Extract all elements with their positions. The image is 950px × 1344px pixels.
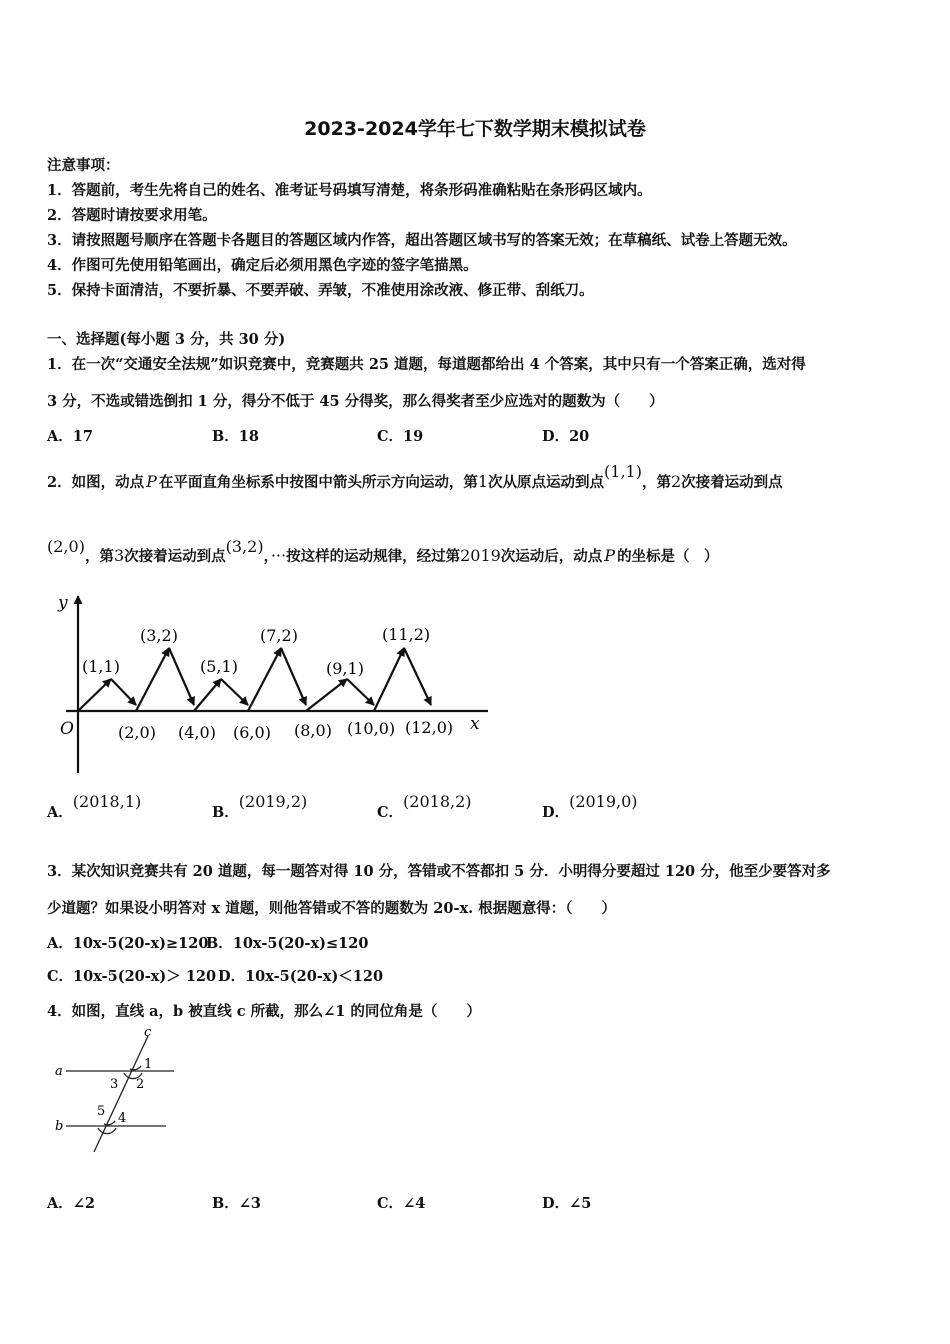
- q4-option-b: B．∠3: [212, 1195, 261, 1212]
- point-label-lower: (2,0): [118, 723, 156, 742]
- q1-option-b: B．18: [212, 428, 259, 445]
- q2-option-a: A．(2018,1): [47, 792, 142, 821]
- q4-option-d: D．∠5: [542, 1195, 592, 1212]
- q2-option-d: D．(2019,0): [542, 792, 638, 821]
- point-p: P: [146, 472, 157, 491]
- q2-option-c: C．(2018,2): [377, 792, 472, 821]
- q1-option-c: C．19: [377, 428, 424, 445]
- motion-graph: [40, 588, 500, 783]
- line-a-label: a: [55, 1064, 63, 1079]
- parallel-lines-figure: [48, 1022, 188, 1157]
- notice-item: 1．答题前，考生先将自己的姓名、准考证号码填写清楚，将条形码准确粘贴在条形码区域内。: [47, 182, 652, 199]
- point-label-upper: (1,1): [82, 657, 120, 676]
- notice-item: 3．请按照题号顺序在答题卡各题目的答题区域内作答，超出答题区域书写的答案无效；在草稿纸、试卷上答题无效。: [47, 232, 797, 249]
- notice-item: 4．作图可先使用铅笔画出，确定后必须用黑色字迹的签字笔描黑。: [47, 257, 478, 274]
- notice-item: 5．保持卡面清洁，不要折暴、不要弄破、弄皱，不准使用涂改液、修正带、刮纸刀。: [47, 282, 594, 299]
- point-label-lower: (8,0): [294, 721, 332, 740]
- y-axis-label: y: [58, 593, 68, 613]
- point-label-upper: (5,1): [200, 657, 238, 676]
- page-title: 2023-2024学年七下数学期末模拟试卷: [304, 118, 646, 140]
- q2-line1: 2．如图，动点 P 在平面直角坐标系中按图中箭头所示方向运动，第1次从原点运动到点(1,1)，第2次接着运动到点: [47, 462, 783, 491]
- q1-line2: 3 分，不选或错选倒扣 1 分，得分不低于 45 分得奖，那么得奖者至少应选对的题数为（ ）: [47, 393, 664, 410]
- q3-option-c: C．10x-5(20-x)＞ 120: [47, 968, 217, 985]
- q3-line2: 少道题？如果设小明答对 x 道题，则他答错或不答的题数为 20-x. 根据题意得：（ ）: [47, 900, 616, 917]
- line-b-label: b: [55, 1119, 64, 1134]
- q3-line1: 3．某次知识竞赛共有 20 道题，每一题答对得 10 分，答错或不答都扣 5 分．小明得分要超过 120 分，他至少要答对多: [47, 863, 831, 880]
- notice-heading: 注意事项：: [47, 157, 120, 174]
- point-label-lower: (4,0): [178, 723, 216, 742]
- q3-option-d: D．10x-5(20-x)＜120: [218, 968, 384, 985]
- q1-line1: 1．在一次“交通安全法规”如识竞赛中，竞赛题共 25 道题，每道题都给出 4 个答案，其中只有一个答案正确，选对得: [47, 356, 806, 373]
- origin-label: O: [60, 719, 74, 739]
- angle-label: 3: [110, 1077, 119, 1092]
- point-label-upper: (7,2): [260, 626, 298, 645]
- notice-item: 2．答题时请按要求用笔。: [47, 207, 217, 224]
- angle-label: 1: [144, 1057, 153, 1072]
- point-label-upper: (9,1): [326, 659, 364, 678]
- angle-label: 2: [136, 1077, 145, 1092]
- q3-option-a: A．10x-5(20-x)≥120: [47, 935, 209, 952]
- q2-line2: (2,0)，第3次接着运动到点(3,2)，···按这样的运动规律，经过第2019次运动后，动点 P 的坐标是（ ）: [47, 537, 719, 565]
- q3-option-b: B．10x-5(20-x)≤120: [206, 935, 369, 952]
- q4-option-c: C．∠4: [377, 1195, 426, 1212]
- point-label-upper: (3,2): [140, 626, 178, 645]
- point-label-lower: (10,0): [347, 719, 396, 738]
- q2-option-b: B．(2019,2): [212, 792, 308, 821]
- point-label-lower: (6,0): [233, 723, 271, 742]
- point-label-lower: (12,0): [405, 718, 454, 737]
- line-c-label: c: [144, 1025, 152, 1040]
- q1-option-a: A．17: [47, 428, 93, 445]
- x-axis-label: x: [470, 714, 480, 734]
- q4-line1: 4．如图，直线 a，b 被直线 c 所截，那么∠1 的同位角是（ ）: [47, 1003, 481, 1020]
- angle-label: 5: [97, 1104, 106, 1119]
- angle-label: 4: [118, 1111, 127, 1126]
- q1-option-d: D．20: [542, 428, 590, 445]
- section-heading: 一、选择题(每小题 3 分，共 30 分): [47, 331, 286, 348]
- point-label-upper: (11,2): [382, 625, 431, 644]
- q4-option-a: A．∠2: [47, 1195, 95, 1212]
